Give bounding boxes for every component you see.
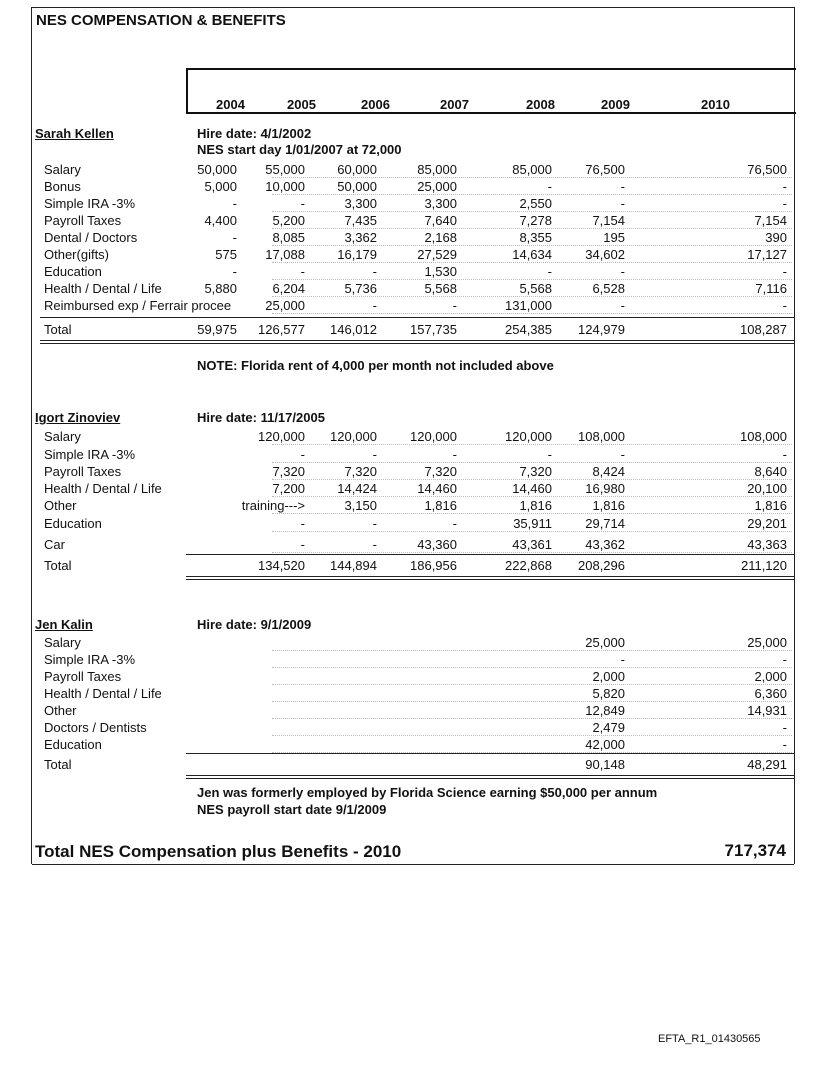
igort-cell: 1,816 [424, 498, 457, 513]
igort-cell: 120,000 [258, 429, 305, 444]
jen-row-label: Payroll Taxes [44, 669, 122, 684]
igort-cell: 43,363 [747, 537, 787, 552]
jen-row-gridline [272, 667, 792, 668]
igort-cell: 120,000 [410, 429, 457, 444]
sarah-cell: 60,000 [337, 162, 377, 177]
sarah-cell: 575 [215, 247, 237, 262]
sarah-total-cell: 146,012 [330, 322, 377, 337]
jen-cell: 6,360 [754, 686, 787, 701]
igort-row-gridline [272, 496, 792, 497]
sarah-cell: - [620, 179, 625, 194]
sarah-cell: 7,116 [755, 281, 787, 296]
compensation-sheet [31, 7, 795, 864]
igort-row-label: Car [44, 537, 65, 552]
igort-row-label: Salary [44, 429, 81, 444]
jen-row-label: Simple IRA -3% [44, 652, 136, 667]
sarah-cell: 16,179 [337, 247, 377, 262]
sarah-row-label: Health / Dental / Life [44, 281, 162, 296]
sarah-cell: 5,200 [272, 213, 305, 228]
igort-cell: 1,816 [519, 498, 552, 513]
sarah-cell: - [452, 298, 457, 313]
jen-hire-date: Hire date: 9/1/2009 [197, 617, 312, 632]
sarah-cell: 55,000 [265, 162, 305, 177]
year-2005: 2005 [287, 97, 316, 112]
sarah-total-rule [40, 317, 794, 318]
igort-total-cell: 208,296 [578, 558, 625, 573]
jen-cell: - [782, 720, 787, 735]
igort-cell: 1,816 [592, 498, 625, 513]
igort-cell: 43,362 [585, 537, 625, 552]
jen-cell: - [782, 737, 787, 752]
igort-row-label: Simple IRA -3% [44, 447, 136, 462]
sarah-cell: 85,000 [417, 162, 457, 177]
sarah-cell: - [300, 264, 305, 279]
igort-row-gridline [272, 479, 792, 480]
sarah-cell: 7,278 [519, 213, 552, 228]
igort-cell: - [452, 516, 457, 531]
sarah-cell: 3,300 [424, 196, 457, 211]
jen-row-label: Doctors / Dentists [44, 720, 147, 735]
sarah-total-cell: 59,975 [197, 322, 237, 337]
sarah-cell: 7,640 [424, 213, 457, 228]
sarah-cell: 50,000 [337, 179, 377, 194]
sarah-nes-start: NES start day 1/01/2007 at 72,000 [197, 142, 402, 157]
igort-row-gridline [272, 552, 792, 553]
igort-cell: 8,424 [592, 464, 625, 479]
document-id: EFTA_R1_01430565 [658, 1033, 761, 1045]
igort-cell: - [300, 447, 305, 462]
sarah-cell: - [782, 264, 787, 279]
igort-row-label: Payroll Taxes [44, 464, 122, 479]
sarah-cell: 85,000 [512, 162, 552, 177]
sarah-cell: - [232, 196, 237, 211]
jen-row-gridline [272, 684, 792, 685]
sarah-cell: 4,400 [204, 213, 237, 228]
igort-cell: 35,911 [513, 516, 552, 531]
sarah-cell: - [300, 196, 305, 211]
year-2008: 2008 [526, 97, 555, 112]
grand-total-label: Total NES Compensation plus Benefits - 2010 [35, 842, 402, 861]
sarah-cell: 390 [765, 230, 787, 245]
igort-cell: 108,000 [578, 429, 625, 444]
igort-row-gridline [272, 513, 792, 514]
igort-cell: 1,816 [754, 498, 787, 513]
sarah-row-label: Other(gifts) [44, 247, 110, 262]
igort-cell: training---> [241, 498, 305, 513]
sarah-total-double-rule [40, 340, 794, 344]
sarah-row-gridline [272, 177, 792, 178]
sarah-cell: 25,000 [265, 298, 305, 313]
jen-row-label: Other [44, 703, 77, 718]
sarah-cell: 5,736 [344, 281, 377, 296]
sarah-total-cell: 124,979 [578, 322, 625, 337]
igort-row-gridline [272, 462, 792, 463]
sarah-row-label: Education [44, 264, 102, 279]
igort-cell: 7,320 [519, 464, 552, 479]
sarah-cell: 76,500 [747, 162, 787, 177]
sarah-row-label: Salary [44, 162, 81, 177]
sarah-cell: 5,880 [204, 281, 237, 296]
sarah-cell: 7,154 [754, 213, 787, 228]
sarah-cell: 6,528 [592, 281, 625, 296]
jen-total-label: Total [44, 757, 72, 772]
igort-cell: 16,980 [585, 481, 625, 496]
sheet-title: NES COMPENSATION & BENEFITS [36, 12, 286, 29]
sarah-total-cell: 108,287 [740, 322, 787, 337]
igort-total-cell: 144,894 [330, 558, 377, 573]
sarah-cell: - [232, 264, 237, 279]
igort-cell: - [547, 447, 552, 462]
year-2010: 2010 [701, 97, 730, 112]
igort-row-label: Health / Dental / Life [44, 481, 162, 496]
sarah-cell: - [232, 230, 237, 245]
sarah-cell: - [547, 264, 552, 279]
jen-cell: 5,820 [592, 686, 625, 701]
igort-cell: - [452, 447, 457, 462]
jen-note-payroll-start: NES payroll start date 9/1/2009 [197, 802, 387, 817]
employee-name-igort: Igort Zinoviev [35, 410, 121, 425]
sarah-cell: 10,000 [265, 179, 305, 194]
igort-cell: 43,361 [512, 537, 552, 552]
sarah-row-gridline [272, 228, 792, 229]
igort-total-label: Total [44, 558, 72, 573]
sarah-cell: - [782, 298, 787, 313]
sarah-row-label: Dental / Doctors [44, 230, 138, 245]
sarah-cell: 8,355 [519, 230, 552, 245]
igort-cell: 20,100 [747, 481, 787, 496]
jen-row-gridline [272, 701, 792, 702]
sarah-cell: 2,550 [519, 196, 552, 211]
sarah-cell: - [620, 264, 625, 279]
year-2004: 2004 [216, 97, 245, 112]
igort-cell: - [300, 516, 305, 531]
igort-hire-date: Hire date: 11/17/2005 [197, 410, 325, 425]
sarah-cell: 17,088 [265, 247, 305, 262]
sarah-cell: 2,168 [424, 230, 457, 245]
igort-cell: 120,000 [505, 429, 552, 444]
sarah-row-gridline [272, 279, 792, 280]
igort-row-label: Education [44, 516, 102, 531]
igort-cell: 8,640 [754, 464, 787, 479]
sarah-hire-date: Hire date: 4/1/2002 [197, 126, 312, 141]
jen-cell: 2,479 [592, 720, 625, 735]
jen-row-label: Education [44, 737, 102, 752]
jen-cell: 12,849 [585, 703, 625, 718]
igort-total-cell: 211,120 [740, 558, 787, 573]
sarah-cell: 131,000 [505, 298, 552, 313]
igort-cell: 14,424 [337, 481, 377, 496]
sarah-cell: 14,634 [512, 247, 552, 262]
sheet-bottom-border [32, 864, 794, 865]
employee-name-sarah: Sarah Kellen [35, 126, 114, 141]
sarah-cell: - [620, 196, 625, 211]
sarah-row-gridline [272, 194, 792, 195]
sarah-cell: 50,000 [197, 162, 237, 177]
sarah-cell: 17,127 [747, 247, 787, 262]
sarah-cell: - [782, 179, 787, 194]
jen-total-cell: 48,291 [747, 757, 787, 772]
sarah-total-cell: 254,385 [505, 322, 552, 337]
jen-row-label: Health / Dental / Life [44, 686, 162, 701]
sarah-row-gridline [272, 245, 792, 246]
igort-row-label: Other [44, 498, 77, 513]
igort-cell: 43,360 [417, 537, 457, 552]
igort-total-double-rule [186, 576, 794, 580]
sarah-row-label: Simple IRA -3% [44, 196, 136, 211]
sarah-row-gridline [272, 313, 792, 314]
igort-cell: 108,000 [740, 429, 787, 444]
sarah-cell: - [547, 179, 552, 194]
jen-cell: - [782, 652, 787, 667]
sarah-cell: 6,204 [272, 281, 305, 296]
sarah-cell: 25,000 [417, 179, 457, 194]
sarah-row-gridline [272, 296, 792, 297]
sarah-total-cell: 157,735 [410, 322, 457, 337]
jen-cell: - [620, 652, 625, 667]
sarah-cell: 3,362 [344, 230, 377, 245]
jen-cell: 14,931 [747, 703, 787, 718]
sarah-cell: - [372, 298, 377, 313]
year-2009: 2009 [601, 97, 630, 112]
igort-row-gridline [272, 531, 792, 532]
jen-cell: 25,000 [747, 635, 787, 650]
igort-total-cell: 186,956 [410, 558, 457, 573]
igort-total-cell: 222,868 [505, 558, 552, 573]
igort-cell: 120,000 [330, 429, 377, 444]
jen-total-cell: 90,148 [585, 757, 625, 772]
sarah-row-gridline [272, 211, 792, 212]
sarah-cell: 8,085 [272, 230, 305, 245]
jen-cell: 2,000 [592, 669, 625, 684]
grand-total-value: 717,374 [724, 841, 786, 860]
sarah-cell: 5,568 [519, 281, 552, 296]
jen-cell: 2,000 [754, 669, 787, 684]
igort-cell: - [300, 537, 305, 552]
year-2006: 2006 [361, 97, 390, 112]
igort-cell: 3,150 [344, 498, 377, 513]
sarah-row-label: Payroll Taxes [44, 213, 122, 228]
igort-cell: 14,460 [417, 481, 457, 496]
sarah-cell: 7,435 [344, 213, 377, 228]
year-2007: 2007 [440, 97, 469, 112]
sarah-cell: 7,154 [592, 213, 625, 228]
jen-row-gridline [272, 735, 792, 736]
sarah-cell: - [372, 264, 377, 279]
sarah-cell: 27,529 [417, 247, 457, 262]
sarah-row-label: Reimbursed exp / Ferrair procee [44, 298, 232, 313]
sarah-row-gridline [272, 262, 792, 263]
igort-cell: 7,320 [344, 464, 377, 479]
employee-name-jen: Jen Kalin [35, 617, 93, 632]
jen-cell: 42,000 [585, 737, 625, 752]
jen-cell: 25,000 [585, 635, 625, 650]
sarah-cell: 195 [603, 230, 625, 245]
igort-cell: 7,320 [424, 464, 457, 479]
jen-total-rule [186, 753, 794, 754]
sarah-cell: 5,568 [424, 281, 457, 296]
igort-cell: - [782, 447, 787, 462]
igort-cell: 29,714 [585, 516, 625, 531]
sarah-cell: 5,000 [204, 179, 237, 194]
jen-row-label: Salary [44, 635, 81, 650]
jen-row-gridline [272, 718, 792, 719]
igort-cell: - [372, 516, 377, 531]
igort-total-cell: 134,520 [258, 558, 305, 573]
igort-cell: 7,320 [272, 464, 305, 479]
sarah-row-label: Bonus [44, 179, 81, 194]
sarah-cell: - [620, 298, 625, 313]
sarah-cell: - [782, 196, 787, 211]
sarah-cell: 3,300 [344, 196, 377, 211]
igort-cell: 14,460 [512, 481, 552, 496]
igort-cell: - [372, 537, 377, 552]
igort-cell: - [620, 447, 625, 462]
igort-cell: 7,200 [272, 481, 305, 496]
jen-total-double-rule [186, 775, 794, 779]
igort-row-gridline [272, 444, 792, 445]
igort-cell: - [372, 447, 377, 462]
jen-row-gridline [272, 650, 792, 651]
sarah-cell: 76,500 [585, 162, 625, 177]
igort-total-rule [186, 554, 794, 555]
sarah-note: NOTE: Florida rent of 4,000 per month not included above [197, 358, 554, 373]
sarah-cell: 34,602 [585, 247, 625, 262]
sarah-total-cell: 126,577 [258, 322, 305, 337]
sarah-total-label: Total [44, 322, 72, 337]
jen-note-prior-employment: Jen was formerly employed by Florida Science earning $50,000 per annum [197, 785, 658, 800]
sarah-cell: 1,530 [424, 264, 457, 279]
igort-cell: 29,201 [747, 516, 787, 531]
